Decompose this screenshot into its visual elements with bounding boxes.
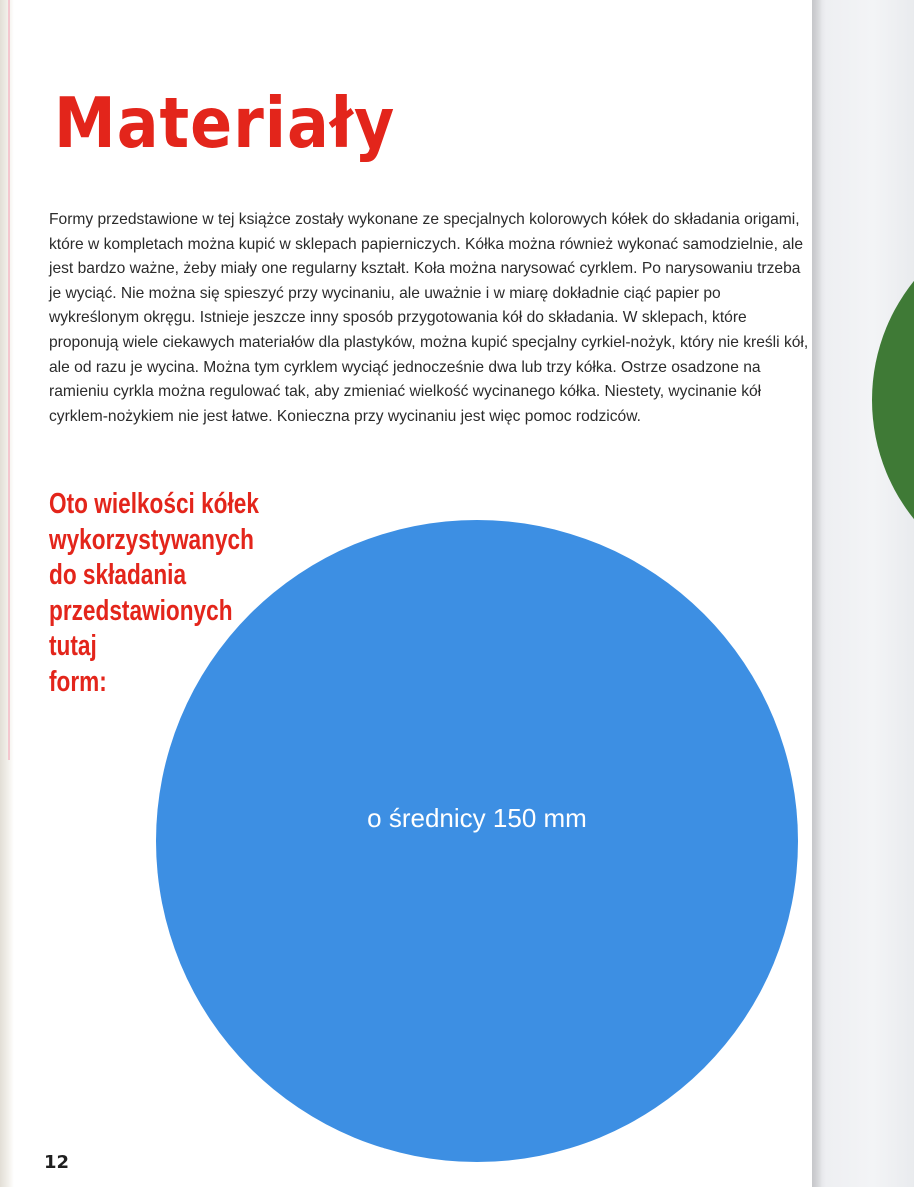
heading-line: wykorzystywanych (49, 523, 254, 556)
body-paragraph: Formy przedstawione w tej książce zostały wykonane ze specjalnych kolorowych kółek do składania origami, które w kompletach można kupić w sklepach papierniczych. Kółka można również wykonać samodzielnie, ale jest bardzo ważne, żeby miały one regularny kształt. Koła można narysować cyrklem. Po narysowaniu trzeba je wyciąć. Nie można się spieszyć przy wycinaniu, ale uważnie i w miarę dokładnie ciąć papier po wykreślonym okręgu. Istnieje jeszcze inny sposób przygotowania kół do składania. W sklepach, które proponują wiele ciekawych materiałów dla plastyków, można kupić specjalny cyrkiel-nożyk, który nie kreśli kół, ale od razu je wycina. Można tym cyrklem wyciąć jednocześnie dwa lub trzy kółka. Ostrze osadzone na ramieniu cyrkla można regulować tak, aby zmieniać wielkość wycinanego kółka. Niestety, wycinanie kół cyrklem-nożykiem nie jest łatwe. Konieczna przy wycinaniu jest więc pomoc rodziców. (49, 211, 809, 425)
next-page-edge (812, 0, 914, 1187)
blue-circle-template (156, 520, 798, 1162)
page-title: Materiały (54, 82, 396, 164)
page-fold-shadow (812, 0, 822, 1187)
green-circle-partial (872, 210, 914, 590)
heading-line: przedstawionych (49, 594, 233, 627)
heading-line: form: (49, 665, 107, 698)
left-page-edge (0, 0, 14, 1187)
heading-line: do składania (49, 559, 187, 591)
heading-line: Oto wielkości kółek (49, 488, 259, 520)
circle-diameter-label: o średnicy 150 mm (367, 803, 587, 833)
heading-line: tutaj (49, 630, 97, 662)
page-number: 12 (44, 1152, 70, 1173)
